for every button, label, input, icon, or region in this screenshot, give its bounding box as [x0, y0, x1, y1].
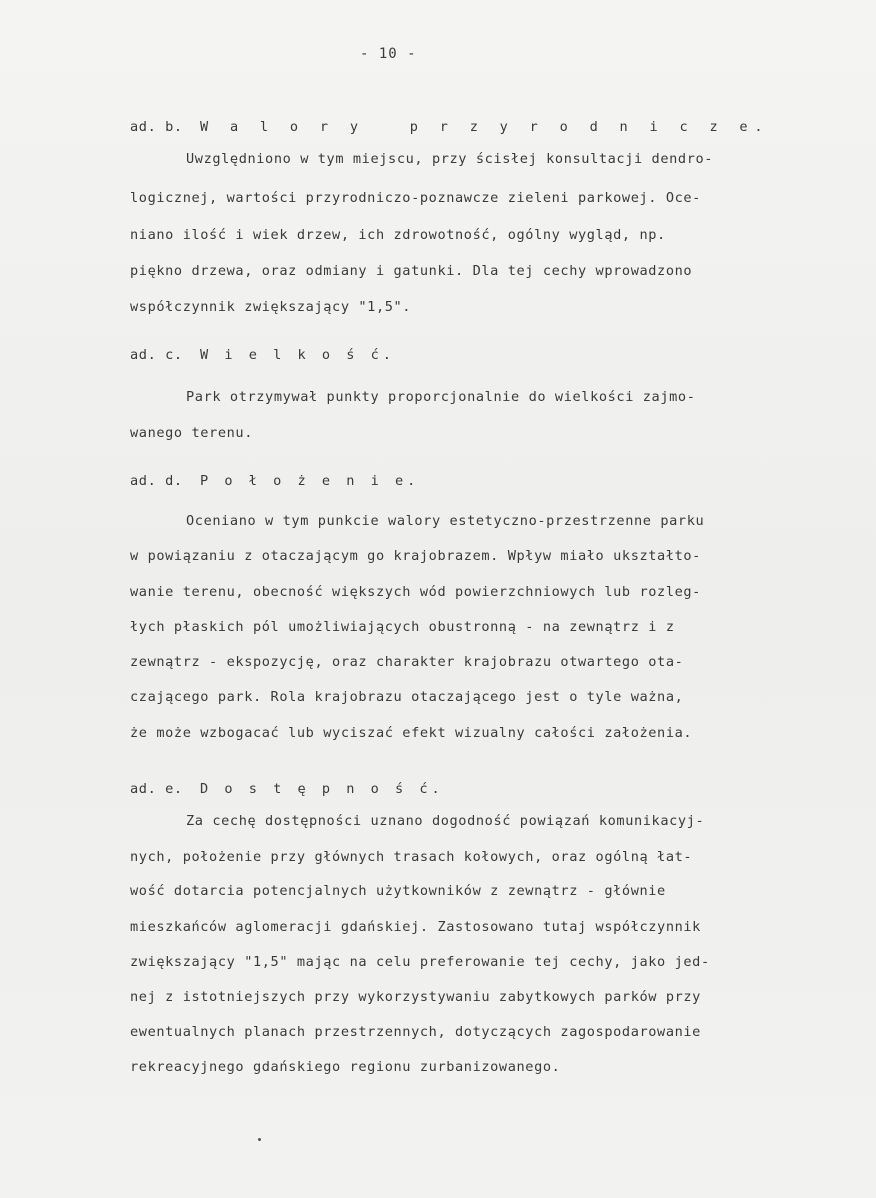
section-c-line: Park otrzymywał punkty proporcjonalnie do wielkości zajmo- — [186, 389, 696, 405]
section-e-line: Za cechę dostępności uznano dogodność powiązań komunikacyj- — [186, 813, 705, 829]
section-b-line: piękno drzewa, oraz odmiany i gatunki. Dla tej cechy wprowadzono — [130, 263, 693, 279]
section-b-title: W a l o r y p r z y r o d n i c z e. — [200, 119, 770, 135]
section-e-label: ad. e. — [130, 781, 183, 797]
section-e-line: nych, położenie przy głównych trasach kołowych, oraz ogólną łat- — [130, 849, 693, 865]
section-d-line: że może wzbogacać lub wyciszać efekt wizualny całości założenia. — [130, 725, 693, 741]
section-b-line: logicznej, wartości przyrodniczo-poznawcze zieleni parkowej. Oce- — [130, 190, 701, 206]
section-d-line: czającego park. Rola krajobrazu otaczającego jest o tyle ważna, — [130, 689, 684, 705]
section-e-line: wość dotarcia potencjalnych użytkowników z zewnątrz - głównie — [130, 883, 666, 899]
section-e-line: rekreacyjnego gdańskiego regionu zurbanizowanego. — [130, 1059, 561, 1075]
section-e-title: D o s t ę p n o ś ć. — [200, 781, 444, 797]
section-d-title: P o ł o ż e n i e. — [200, 473, 420, 489]
section-d-line: zewnątrz - ekspozycję, oraz charakter krajobrazu otwartego ota- — [130, 654, 684, 670]
section-e-line: zwiększający "1,5" mając na celu preferowanie tej cechy, jako jed- — [130, 954, 710, 970]
section-d-label: ad. d. — [130, 473, 183, 489]
section-d-line: Oceniano w tym punkcie walory estetyczno-przestrzenne parku — [186, 513, 705, 529]
section-b-line: współczynnik zwiększający "1,5". — [130, 299, 412, 315]
section-e-line: ewentualnych planach przestrzennych, dotyczących zagospodarowanie — [130, 1024, 701, 1040]
section-c-title: W i e l k o ś ć. — [200, 347, 395, 363]
section-c-line: wanego terenu. — [130, 425, 253, 441]
ink-speck — [258, 1138, 261, 1141]
section-b-label: ad. b. — [130, 119, 183, 135]
section-c-label: ad. c. — [130, 347, 183, 363]
section-d-line: wanie terenu, obecność większych wód powierzchniowych lub rozleg- — [130, 584, 701, 600]
section-b-line: Uwzględniono w tym miejscu, przy ścisłej konsultacji dendro- — [186, 151, 714, 167]
section-d-line: łych płaskich pól umożliwiających obustronną - na zewnątrz i z — [130, 619, 675, 635]
section-e-line: mieszkańców aglomeracji gdańskiej. Zastosowano tutaj współczynnik — [130, 919, 701, 935]
section-b-line: niano ilość i wiek drzew, ich zdrowotność, ogólny wygląd, np. — [130, 227, 666, 243]
section-e-line: nej z istotniejszych przy wykorzystywaniu zabytkowych parków przy — [130, 989, 701, 1005]
page-number: - 10 - — [360, 46, 417, 62]
section-d-line: w powiązaniu z otaczającym go krajobrazem. Wpływ miało ukształto- — [130, 548, 701, 564]
